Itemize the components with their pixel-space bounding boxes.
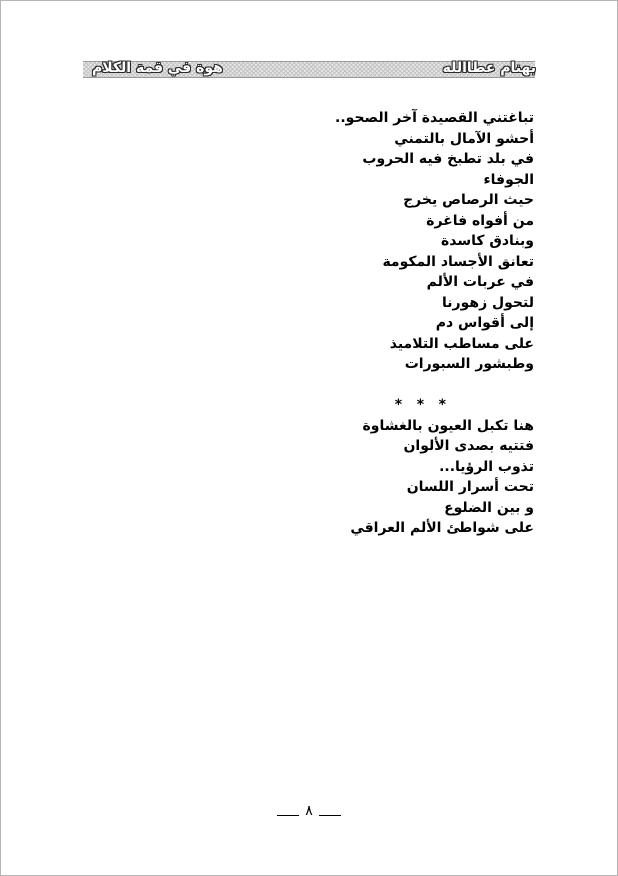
page-number-value: ٨ <box>305 803 313 819</box>
poem-line: لتحول زهورنا <box>442 294 534 311</box>
poem-line: تذوب الرؤيا... <box>439 458 534 475</box>
poem-line: من أفواه فاغرة <box>426 212 534 229</box>
poem-line: وطبشور السبورات <box>404 356 534 372</box>
poem-line: تعانق الأجساد المكومة <box>382 253 534 270</box>
poem-line: و بين الضلوع <box>444 499 534 516</box>
poem-line: فتتيه بصدى الألوان <box>403 438 534 454</box>
poem-line: وبنادق كاسدة <box>440 233 534 249</box>
poem-body <box>335 108 534 539</box>
page-number-dash-left <box>277 803 299 816</box>
poem-line: على مساطب التلاميذ <box>389 335 534 352</box>
poem-line: هنا تكبل العيون بالغشاوة <box>362 417 534 434</box>
page-number-dash-right <box>319 803 341 816</box>
header-title: هوة في قمة الكلام <box>92 60 223 76</box>
poem-line: حيث الرصاص يخرج <box>403 192 534 208</box>
stanza-2 <box>335 416 534 539</box>
stanza-separator <box>335 375 534 416</box>
poem-line: في بلد تطبخ فيه الحروب <box>362 151 534 167</box>
stanza-1 <box>335 108 534 375</box>
poem-line: على شواطئ الألم العراقي <box>350 520 534 536</box>
poem-line: أحشو الآمال بالتمني <box>394 130 534 147</box>
poem-line: تحت أسرار اللسان <box>406 479 534 495</box>
separator-stars: * * * <box>394 396 446 413</box>
poem-line: إلى أقواس دم <box>435 315 534 331</box>
poem-line: في عربات الألم <box>426 274 534 290</box>
poem-line: الجوفاء <box>483 171 534 188</box>
page-number <box>0 803 618 819</box>
header-author: بهنام عطاالله <box>442 60 536 76</box>
poem-line: تباغتني القصيدة آخر الصحو.. <box>335 110 534 126</box>
